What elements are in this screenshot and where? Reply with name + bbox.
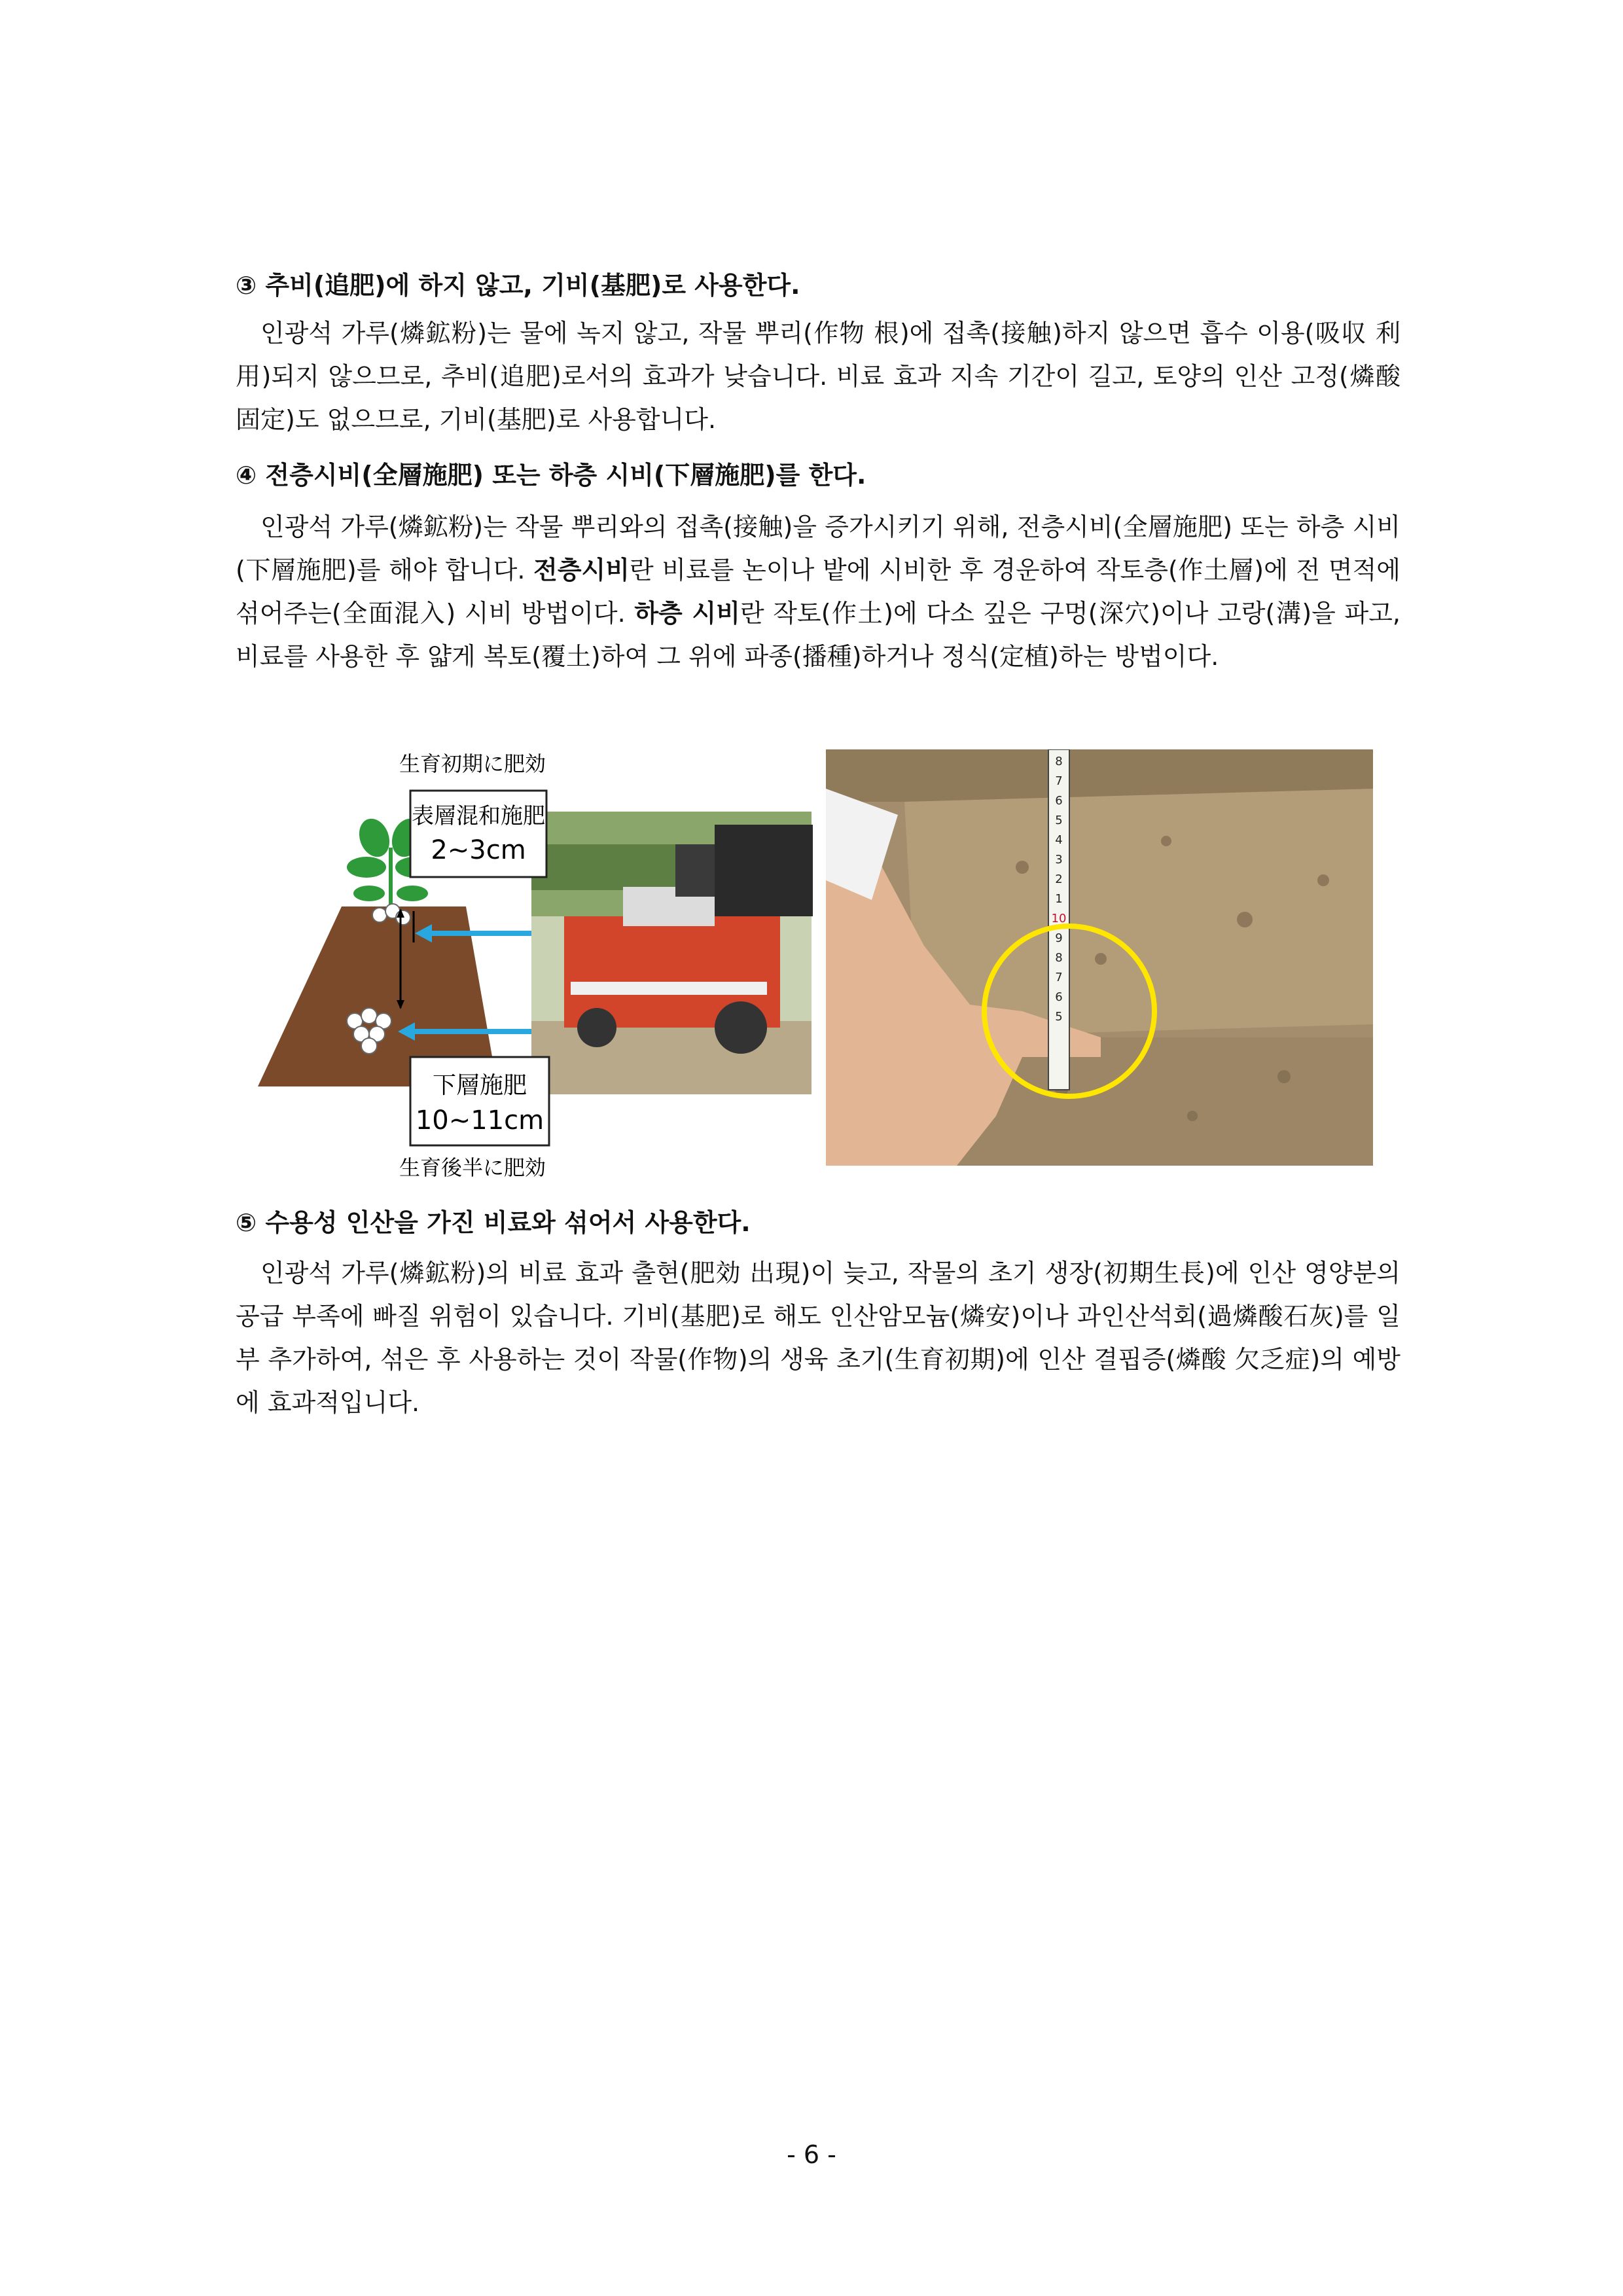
svg-text:5: 5 [1055,1010,1063,1024]
term-full-layer-fertilization: 전층시비 [533,556,630,584]
svg-text:8: 8 [1055,755,1063,768]
svg-text:10: 10 [1051,912,1067,925]
section-3-body: 인광석 가루(燐鉱粉)는 물에 녹지 않고, 작물 뿌리(作物 根)에 접촉(接触)하지 않으면 흡수 이용(吸収 利用)되지 않으므로, 추비(追肥)로서의 효과가 낮습니다. 비료 효과 지속 기간이 길고, 토양의 인산 고정(燐酸固定)도 없으므로, 기비(基肥)로 사용합니다. [236,319,1400,434]
lower-box-title: 下層施肥 [432,1072,527,1099]
svg-text:7: 7 [1055,774,1063,788]
svg-text:2: 2 [1055,872,1063,886]
fertilization-depth-diagram [257,746,813,1191]
svg-text:5: 5 [1055,814,1063,827]
soil-depth-photo [826,749,1373,1166]
lower-box-depth: 10~11cm [415,1105,544,1136]
section-4-body-text-1: 인광석 가루(燐鉱粉)는 작물 뿌리와의 접촉(接触)을 증가시키기 위해, 전층시비(全層施肥) 또는 하층 시비(下層施肥)를 해야 합니다. [236,512,1400,584]
svg-text:6: 6 [1055,990,1063,1004]
section-4-heading: ④ 전층시비(全層施肥) 또는 하층 시비(下層施肥)를 한다. [236,461,866,490]
svg-text:3: 3 [1055,853,1063,867]
svg-text:7: 7 [1055,971,1063,984]
section-3-heading: ③ 추비(追肥)에 하지 않고, 기비(基肥)로 사용한다. [236,271,800,300]
tractor-photo [531,812,813,1094]
section-5-heading: ⑤ 수용성 인산을 가진 비료와 섞어서 사용한다. [236,1208,751,1237]
term-sublayer-fertilization: 하층 시비 [634,599,740,628]
svg-text:6: 6 [1055,794,1063,808]
svg-text:8: 8 [1055,951,1063,965]
page-number: - 6 - [787,2140,836,2169]
section-5-body: 인광석 가루(燐鉱粉)의 비료 효과 출현(肥効 出現)이 늦고, 작물의 초기 생장(初期生長)에 인산 영양분의 공급 부족에 빠질 위험이 있습니다. 기비(基肥)로 해도 인산암모늄(燐安)이나 과인산석회(過燐酸石灰)를 일부 추가하여, 섞은 후 사용하는 것이 작물(作物)의 생육 초기(生育初期)에 인산 결핍증(燐酸 欠乏症)의 예방에 효과적입니다. [236,1259,1400,1417]
section-4-body [236,505,1400,678]
svg-text:4: 4 [1055,833,1063,847]
bottom-caption: 生育後半に肥効 [399,1155,546,1180]
soil-block [904,789,1373,1037]
svg-text:1: 1 [1055,892,1063,906]
svg-text:9: 9 [1055,931,1063,945]
section-4-body-text-3: 란 작토(作土)에 다소 깊은 구멍(深穴)이나 고랑(溝)을 파고, 비료를 사용한 후 얇게 복토(覆土)하여 그 위에 파종(播種)하거나 정식(定植)하는 방법이다. [236,599,1401,671]
section-4-body-text-2: 란 비료를 논이나 밭에 시비한 후 경운하여 작토층(作土層)에 전 면적에 섞어주는(全面混入) 시비 방법이다. [236,556,1400,628]
upper-box-title: 表層混和施肥 [412,803,545,829]
top-caption: 生育初期に肥効 [399,751,546,776]
upper-box-depth: 2~3cm [431,835,526,865]
